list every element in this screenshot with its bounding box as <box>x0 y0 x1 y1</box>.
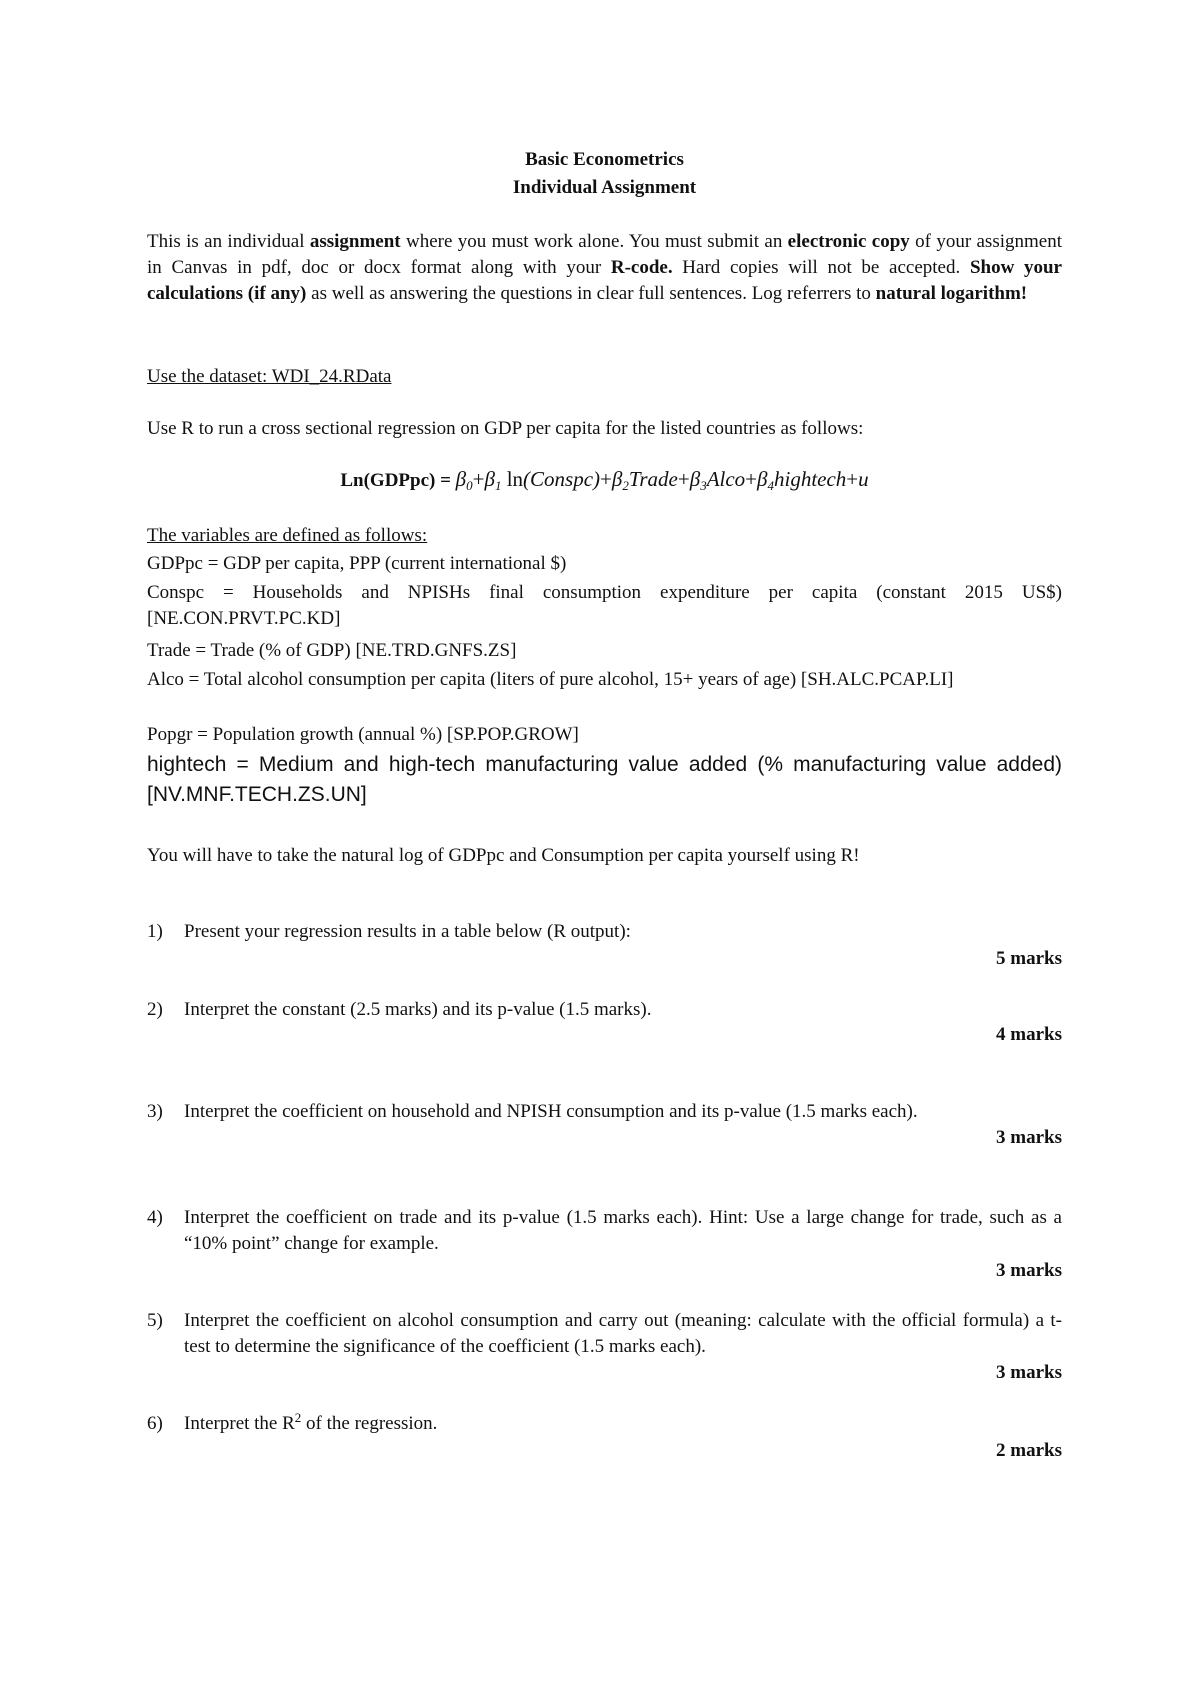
var-conspc: Conspc = Households and NPISHs final consumption expenditure per capita (constant 2015 US$) [NE.CON.PRVT.PC.KD] <box>147 582 1062 629</box>
var-hightech: hightech = Medium and high-tech manufacturing value added (% manufacturing value added) [NV.MNF.TECH.ZS.UN] <box>147 753 1062 806</box>
question-number: 5) <box>147 1310 163 1331</box>
course-title: Basic Econometrics <box>525 149 684 170</box>
question-text: Interpret the coefficient on alcohol consumption and carry out (meaning: calculate with the official formula) a t-test to determine the significance of the coefficient (1.5 marks each). <box>184 1310 1062 1357</box>
var-alco: Alco = Total alcohol consumption per capita (liters of pure alcohol, 15+ years of age) [SH.ALC.PCAP.LI] <box>147 669 954 690</box>
question-text: Interpret the coefficient on household and NPISH consumption and its p-value (1.5 marks each). <box>184 1101 918 1122</box>
question-number: 1) <box>147 921 163 942</box>
question-5 <box>147 1308 1062 1360</box>
question-5-marks: 3 marks <box>996 1362 1062 1383</box>
regression-intro: Use R to run a cross sectional regression on GDP per capita for the listed countries as follows: <box>147 418 864 439</box>
question-1 <box>147 919 1062 945</box>
question-number: 3) <box>147 1101 163 1122</box>
var-gdppc: GDPpc = GDP per capita, PPP (current international $) <box>147 553 567 574</box>
intro-paragraph: This is an individual assignment where you must work alone. You must submit an electronic copy of your assignment in Canvas in pdf, doc or docx format along with your R-code. Hard copies will not be accepted. Show your calculations (if any) as well as answering the questions in clear full sentences. Log referrers to natural logarithm! <box>147 231 1062 304</box>
question-3 <box>147 1099 1062 1125</box>
var-trade: Trade = Trade (% of GDP) [NE.TRD.GNFS.ZS] <box>147 640 517 661</box>
question-4-marks: 3 marks <box>996 1260 1062 1281</box>
question-number: 2) <box>147 999 163 1020</box>
question-1-marks: 5 marks <box>996 948 1062 969</box>
log-note: You will have to take the natural log of GDPpc and Consumption per capita yourself using R! <box>147 845 860 866</box>
var-popgr: Popgr = Population growth (annual %) [SP.POP.GROW] <box>147 724 579 745</box>
regression-equation: Ln(GDPpc) = $\beta_0+\beta_1$ $\ln(Conspc)+\beta_2Trade+\beta_3Alco+\beta_4hightech+u$ <box>340 467 869 493</box>
question-text: Interpret the coefficient on trade and its p-value (1.5 marks each). Hint: Use a large change for trade, such as a “10% point” change for example. <box>184 1207 1062 1254</box>
question-6-marks: 2 marks <box>996 1440 1062 1461</box>
assignment-type-title: Individual Assignment <box>512 177 697 198</box>
question-6 <box>147 1411 1062 1437</box>
question-2 <box>147 997 1062 1023</box>
question-4 <box>147 1205 1062 1257</box>
question-text: Present your regression results in a table below (R output): <box>184 921 631 942</box>
dataset-line: Use the dataset: WDI_24.RData <box>147 366 392 387</box>
question-3-marks: 3 marks <box>996 1127 1062 1148</box>
question-number: 6) <box>147 1413 163 1434</box>
question-text: Interpret the constant (2.5 marks) and its p-value (1.5 marks). <box>184 999 652 1020</box>
question-number: 4) <box>147 1207 163 1228</box>
question-text: Interpret the $R^2$ of the regression. <box>184 1410 438 1434</box>
question-2-marks: 4 marks <box>996 1024 1062 1045</box>
variables-heading: The variables are defined as follows: <box>147 525 428 546</box>
